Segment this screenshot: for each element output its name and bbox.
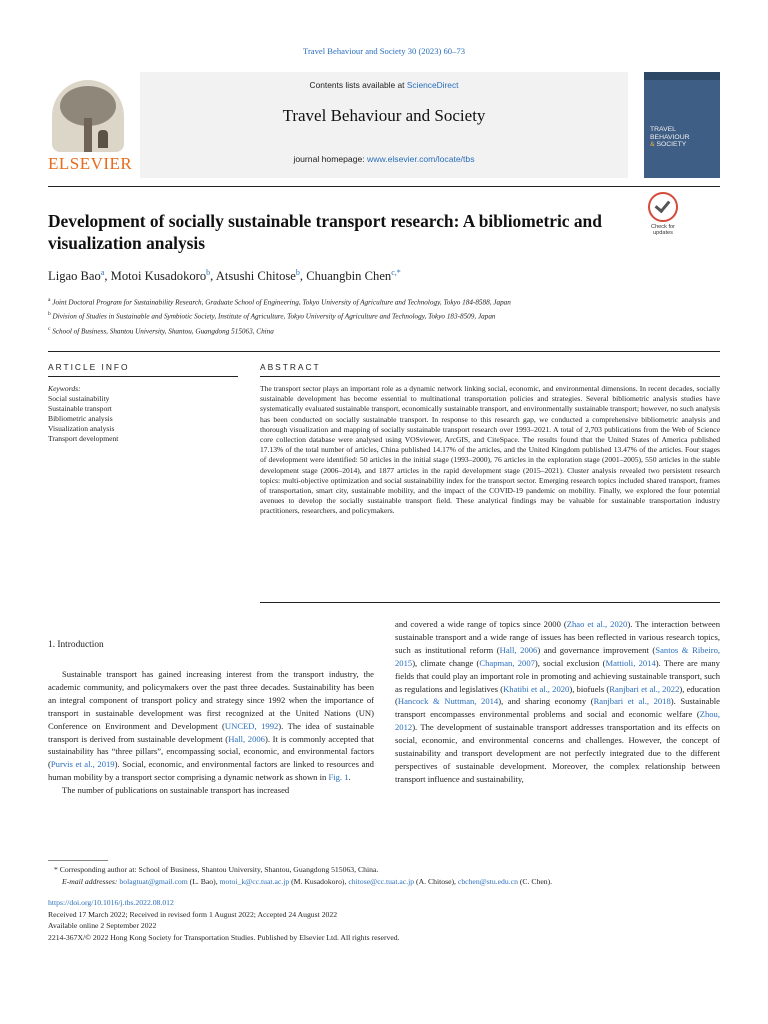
corresponding-author-note: * Corresponding author at: School of Business, Shantou University, Shantou, Guangdong 515063, China.	[54, 865, 379, 874]
citation-link[interactable]: Ranjbari et al., 2022	[609, 683, 680, 694]
article-history	[48, 897, 728, 943]
email-label: E-mail addresses:	[62, 876, 120, 886]
email-link[interactable]: chitose@cc.tuat.ac.jp	[348, 876, 415, 886]
keyword[interactable]: Social sustainability	[48, 394, 110, 403]
check-for-updates-button[interactable]: Check for updates	[648, 192, 678, 236]
keywords-label: Keywords:	[48, 384, 81, 393]
masthead-banner	[140, 72, 628, 178]
citation-link[interactable]: Khatibi et al., 2020	[503, 683, 570, 694]
citation-link[interactable]: Zhao et al., 2020	[566, 619, 628, 629]
citation-link[interactable]: Mattioli, 2014	[605, 657, 656, 668]
check-icon	[648, 192, 678, 222]
author-list: Ligao Bao$^a$, Motoi Kusadokoro$^b$, Atsushi Chitose$^b$, Chuangbin Chen$^{c,*}$	[48, 268, 401, 284]
abstract-text: The transport sector plays an important role as a dynamic network linking social, economic, and environmental dimensions. In recent decades, socially sustainable development has become essential to multinational transportation policies and strategies. Several bibliometric analysis studies have systematically evaluated sustainable transport, economically sustainable transport, and environmentally sustainable transport; however, no such analysis has been conducted on socially sustainable transport. In response to this research gap, we conducted a comprehensive bibliometric analysis and thorough visualization and mapping of socially sustainable transport research over 1993–2021. A total of 2,703 publications from the Web of Science core collection database were analysed using VOSviewer, ArcGIS, and CiteSpace. The results found that the United States of America published 17.13% of the total number of articles, China published 14.17% of the articles, and the United Kingdom published 13.47% of the articles. Four stages of development were identified: 50 articles in the initial stage (1993–2000), 76 articles in the exploration stage (2001–2005), 550 articles in the stable development stage (2006–2014), and 1877 articles in the rapid development stage (2015–2021). Cluster analysis revealed two persistent research topics: multi-objective optimization and social sustainability index for the transport sector. Emerging research topics included shared transport, frames of transportation, smart city, sustainable mobility, and the impact of the COVID-19 pandemic on mobility. Finally, we explored the four potential avenues to develop the socially sustainable transport field. These analytical findings may be valuable for sustainable transportation industry practitioners, researchers, and policymakers.	[260, 384, 720, 516]
journal-homepage-link[interactable]: www.elsevier.com/locate/tbs	[367, 154, 475, 164]
keyword[interactable]: Bibliometric analysis	[48, 414, 113, 423]
affiliation-item: $^a$ Joint Doctoral Program for Sustainability Research, Graduate School of Engineering, Tokyo University of Agriculture and Technology, Tokyo 184-8588, Japan	[48, 297, 511, 307]
cover-line: BEHAVIOUR	[650, 133, 690, 141]
keywords-block	[48, 384, 238, 444]
intro-right-column	[395, 618, 720, 786]
citation-link[interactable]: Hall, 2006	[228, 733, 265, 744]
abstract-heading: ABSTRACT	[260, 362, 321, 372]
journal-citation[interactable]: Travel Behaviour and Society 30 (2023) 60–73	[303, 46, 465, 56]
citation-link[interactable]: Santos & Ribeiro, 2015	[395, 644, 721, 668]
affiliations	[48, 294, 728, 337]
citation-link[interactable]: Chapman, 2007	[479, 657, 535, 668]
article-info-rule	[48, 376, 238, 377]
journal-title: Travel Behaviour and Society	[282, 106, 486, 125]
intro-paragraph: and covered a wide range of topics since 2000 (Zhao et al., 2020). The interaction between sustainable transport and a wide range of issues has been reflected in various research topics, such as institutional reform (Hall, 2006) and governance improvement (Santos & Ribeiro, 2015), climate change (Chapman, 2007), social exclusion (Mattioli, 2014). There are many fields that could play an important role in promoting and achieving sustainable transport, such as regulations and legislatives (Khatibi et al., 2020), biofuels (Ranjbari et al., 2022), education (Hancock & Nuttman, 2014), and sharing economy (Ranjbari et al., 2018). Sustainable transport encompasses environmental problems and social and economic welfare (Zhou, 2012). The development of sustainable transport addresses transportation and its effects on social, economic, and environmental concerns and challenges. However, the concept of sustainability and transport development are not perfectly integrated due to the different perspectives of sustainable development. Moreover, the complex relationship between transport influence and sustainability,	[395, 619, 721, 784]
sciencedirect-link[interactable]: ScienceDirect	[406, 80, 459, 90]
email-addresses: E-mail addresses: bolagtuat@gmail.com (L. Bao), motoi_k@cc.tuat.ac.jp (M. Kusadokoro), chitose@cc.tuat.ac.jp (A. Chitose), cbchen@stu.edu.cn (C. Chen).	[62, 876, 553, 886]
citation-link[interactable]: Zhou, 2012	[395, 709, 720, 733]
citation-link[interactable]: UNCED, 1992	[224, 720, 279, 731]
footnote-rule	[48, 860, 108, 861]
journal-masthead	[48, 72, 720, 182]
author-name[interactable]: Ligao Bao	[48, 269, 101, 284]
introduction-heading: 1. Introduction	[48, 640, 104, 650]
email-link[interactable]: motoi_k@cc.tuat.ac.jp	[219, 876, 290, 886]
affiliation-rule	[48, 351, 720, 352]
citation-link[interactable]: Hancock & Nuttman, 2014	[397, 696, 499, 707]
email-link[interactable]: bolagtuat@gmail.com	[119, 876, 188, 886]
citation-link[interactable]: Fig. 1	[328, 772, 349, 783]
cover-line: &	[650, 141, 655, 149]
intro-left-column	[48, 668, 374, 797]
article-title: Development of socially sustainable transport research: A bibliometric and visualization analysis	[48, 211, 602, 253]
journal-cover-image	[644, 72, 720, 178]
keyword[interactable]: Sustainable transport	[48, 404, 112, 413]
received-dates: Received 17 March 2022; Received in revised form 1 August 2022; Accepted 24 August 2022	[48, 909, 338, 919]
keyword[interactable]: Transport development	[48, 434, 119, 443]
publisher-name: ELSEVIER	[48, 154, 133, 173]
author-name[interactable]: Chuangbin Chen	[306, 269, 392, 284]
author-name[interactable]: Motoi Kusadokoro	[110, 269, 207, 284]
contents-line: Contents lists available at ScienceDirect	[309, 80, 459, 90]
masthead-rule	[48, 186, 720, 187]
author-name[interactable]: Atsushi Chitose	[215, 269, 296, 284]
footnotes	[48, 864, 728, 887]
doi-link[interactable]: https://doi.org/10.1016/j.tbs.2022.08.012	[48, 898, 174, 907]
copyright-line: 2214-367X/© 2022 Hong Kong Society for Transportation Studies. Published by Elsevier Ltd. All rights reserved.	[48, 932, 400, 942]
citation-link[interactable]: Ranjbari et al., 2018	[593, 696, 671, 707]
elsevier-tree-icon	[52, 80, 124, 152]
affiliation-item: $^c$ School of Business, Shantou University, Shantou, Guangdong 515063, China	[48, 325, 274, 336]
affiliation-item: $^b$ Division of Studies in Sustainable and Symbiotic Society, Institute of Agriculture, Tokyo University of Agriculture and Technology, Tokyo 183-8509, Japan	[48, 311, 496, 321]
elsevier-logo	[48, 80, 133, 173]
homepage-line: journal homepage: www.elsevier.com/locate/tbs	[293, 154, 475, 164]
abstract-bottom-rule	[260, 602, 720, 603]
intro-paragraph: The number of publications on sustainable transport has increased	[62, 785, 290, 796]
abstract-rule	[260, 376, 720, 377]
citation-link[interactable]: Hall, 2006	[499, 644, 538, 655]
email-link[interactable]: cbchen@stu.edu.cn	[457, 876, 518, 886]
cover-line: SOCIETY	[656, 141, 687, 149]
article-info-heading: ARTICLE INFO	[48, 362, 130, 372]
citation-link[interactable]: Purvis et al., 2019	[50, 759, 115, 770]
cover-line: TRAVEL	[650, 126, 676, 133]
available-online: Available online 2 September 2022	[48, 921, 157, 931]
keyword[interactable]: Visualization analysis	[48, 424, 115, 433]
intro-paragraph: Sustainable transport has gained increasing interest from the transport industry, the academic community, and policymakers over the past three decades. Sustainability has been an integral component of transport policy and strategy since 1992 when the importance of transport in sustainable development was first recognized at the United Nations (UN) Conference on Environment and Development (UNCED, 1992). The idea of sustainable transport is derived from sustainable development (Hall, 2006). It is commonly accepted that sustainability has “three pillars”, encompassing social, economic, and environmental factors (Purvis et al., 2019). Social, economic, and environmental factors are linked to resources and human mobility by a transport sector comprising a dynamic network as shown in Fig. 1.	[48, 669, 374, 783]
